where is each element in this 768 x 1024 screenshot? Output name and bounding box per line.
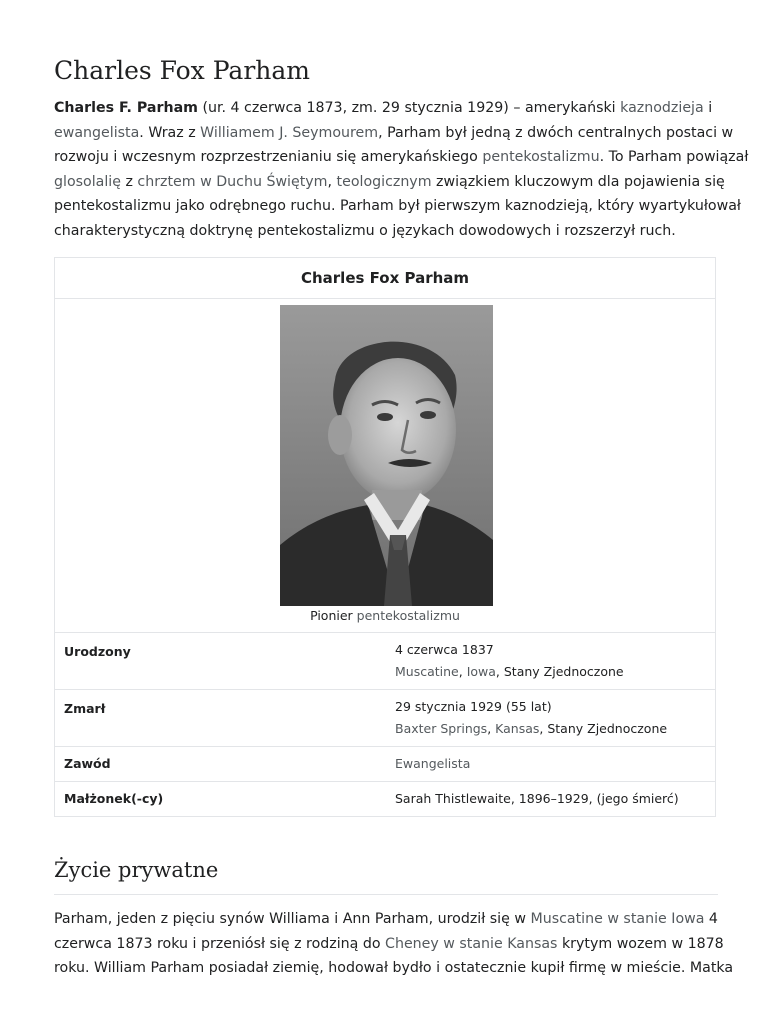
intro-line <box>54 145 749 170</box>
link-glosolalia[interactable]: glosolalię <box>54 173 121 190</box>
row-value: Sarah Thistlewaite, 1896–1929, (jego śmierć) <box>395 791 679 806</box>
link-caption-pentekostalizm[interactable]: pentekostalizmu <box>356 608 460 623</box>
text-span: , <box>327 173 337 190</box>
link-muscatine[interactable]: Muscatine <box>395 664 459 679</box>
row-value <box>395 696 667 740</box>
section-line: roku. William Parham posiadał ziemię, hodował bydło i ostatecznie kupił firmę w mieście. Matka <box>54 960 734 977</box>
link-chrzest[interactable]: chrztem w Duchu Świętym <box>137 173 328 190</box>
intro-line <box>54 170 725 195</box>
text-span: . To Parham powiązał <box>599 149 749 166</box>
page-title: Charles Fox Parham <box>54 56 310 85</box>
intro-line: charakterystyczną doktrynę pentekostalizmu o językach dowodowych i rozszerzył ruch. <box>54 222 676 239</box>
text-span: z <box>120 173 138 190</box>
intro-line <box>54 96 718 121</box>
row-label: Małżonek(-cy) <box>64 791 164 806</box>
intro-line: pentekostalizmu jako odrębnego ruchu. Parham był pierwszym kaznodzieją, który wyartykułował <box>54 198 741 215</box>
subject-name: Charles F. Parham <box>54 100 198 116</box>
row-value <box>395 753 470 775</box>
text-span: rozwoju i wczesnym rozprzestrzenianiu się amerykańskiego <box>54 149 483 166</box>
link-kaznodzieja[interactable]: kaznodzieja <box>620 100 704 116</box>
row-label: Urodzony <box>64 644 131 659</box>
link-ewangelista-occupation[interactable]: Ewangelista <box>395 756 471 771</box>
link-cheney-kansas[interactable]: Cheney w stanie Kansas <box>385 935 558 952</box>
death-date: 29 stycznia 1929 (55 lat) <box>395 699 552 714</box>
text-span: 4 <box>704 911 718 927</box>
infobox-row-spouse <box>55 781 715 817</box>
link-iowa[interactable]: Iowa <box>466 664 496 679</box>
row-label: Zmarł <box>64 701 106 716</box>
section-divider <box>54 894 718 895</box>
section-paragraph <box>54 907 734 981</box>
caption-text: Pionier <box>310 608 357 623</box>
text-span: czerwca 1873 roku i przeniósł się z rodziną do <box>54 935 386 952</box>
link-seymour[interactable]: Williamem J. Seymourem <box>200 124 379 141</box>
text-span: związkiem kluczowym dla pojawienia się <box>431 173 725 190</box>
infobox-row-died <box>55 689 715 747</box>
intro-paragraph <box>54 96 749 244</box>
text-span: i <box>703 100 713 116</box>
infobox <box>54 257 716 817</box>
link-muscatine-iowa[interactable]: Muscatine w stanie Iowa <box>530 911 705 927</box>
link-ewangelista[interactable]: ewangelista <box>54 124 140 141</box>
death-place <box>395 718 667 740</box>
row-label: Zawód <box>64 756 111 771</box>
text-span: (ur. 4 czerwca 1873, zm. 29 stycznia 1929) – amerykański <box>197 100 621 116</box>
infobox-title: Charles Fox Parham <box>55 258 715 299</box>
intro-line <box>54 121 734 146</box>
text-span: . Wraz z <box>139 124 201 141</box>
infobox-row-occupation <box>55 746 715 782</box>
text-span: , <box>487 721 496 736</box>
section-heading: Życie prywatne <box>54 858 219 882</box>
text-span: , <box>458 664 467 679</box>
infobox-row-born <box>55 632 715 690</box>
link-pentekostalizm[interactable]: pentekostalizmu <box>482 149 600 166</box>
text-span: , Parham był jedną z dwóch centralnych postaci w <box>378 124 734 141</box>
text-span: , Stany Zjednoczone <box>539 721 668 736</box>
portrait-image <box>280 305 493 606</box>
photo-caption <box>55 606 715 626</box>
text-span: krytym wozem w 1878 <box>557 935 724 952</box>
birth-place <box>395 661 624 683</box>
link-baxter-springs[interactable]: Baxter Springs <box>395 721 488 736</box>
section-line <box>54 932 724 957</box>
section-line <box>54 907 718 932</box>
link-teologia[interactable]: teologicznym <box>336 173 432 190</box>
link-kansas[interactable]: Kansas <box>495 721 540 736</box>
birth-date: 4 czerwca 1837 <box>395 642 494 657</box>
text-span: , Stany Zjednoczone <box>495 664 624 679</box>
row-value <box>395 639 624 683</box>
portrait-photo[interactable] <box>280 305 493 606</box>
text-span: Parham, jeden z pięciu synów Williama i Ann Parham, urodził się w <box>54 911 531 927</box>
